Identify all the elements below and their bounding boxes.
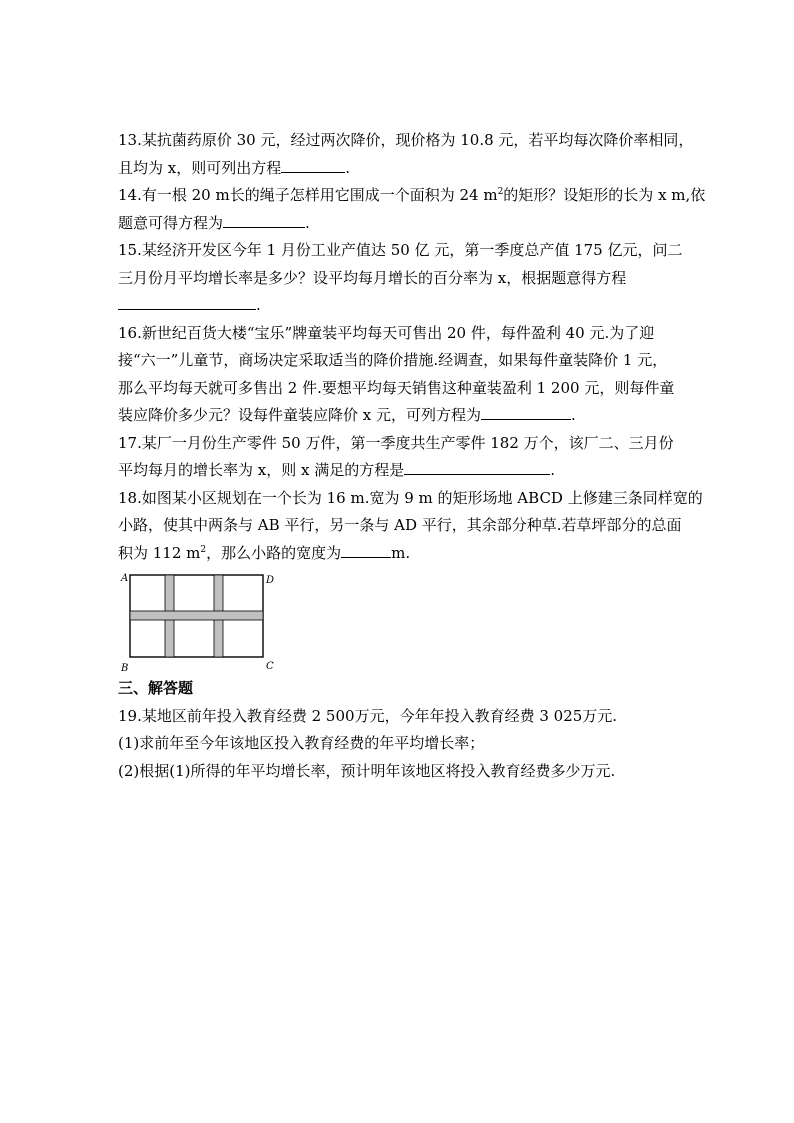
q16-tail: . [571,406,576,424]
label-d: D [266,575,275,586]
q16-answer-blank[interactable] [481,404,571,420]
q17-line-1: 17.某厂一月份生产零件 50 万件，第一季度共生产零件 182 万个，该厂二、三月份 [118,433,674,452]
label-a: A [121,573,129,584]
q17-line-2: 平均每月的增长率为 x，则 x 满足的方程是 [118,461,405,479]
section-title: 三、解答题 [118,679,194,697]
q17-answer-blank[interactable] [404,459,550,475]
q15-line-1: 15.某经济开发区今年 1 月份工业产值达 50 亿 元，第一季度总产值 175 亿元，问二 [118,241,683,259]
q16-line-3: 那么平均每天就可多售出 2 件.要想平均每天销售这种童装盈利 1 200 元，则每件童 [118,378,675,397]
question-13 [118,127,698,182]
q15-answer-blank[interactable] [118,294,256,310]
question-16 [118,320,698,430]
q13-tail: . [345,158,351,177]
question-17 [118,430,698,485]
q18-answer-blank[interactable] [341,542,391,558]
question-19 [118,703,698,786]
q14-line-1b: 的矩形？设矩形的长为 x m,依 [503,186,706,204]
q14-superscript: 2 [497,187,504,197]
q18-line-3b: ，那么小路的宽度为 [206,543,342,562]
label-c: C [266,661,274,672]
q18-superscript: 2 [200,544,207,555]
question-14 [118,182,706,237]
q14-line-2: 题意可得方程为 [118,213,224,232]
q17-tail: . [550,461,556,479]
q18-line-3: 积为 112 m [118,543,201,562]
q19-part-1: (1)求前年至今年该地区投入教育经费的年平均增长率； [118,734,485,752]
q18-line-1: 18.如图某小区规划在一个长为 16 m.宽为 9 m 的矩形场地 ABCD 上修建三条同样宽的 [118,488,703,507]
horizontal-path [130,611,263,620]
q19-part-2: (2)根据(1)所得的年平均增长率，预计明年该地区将投入教育经费多少万元. [118,761,616,780]
q13-line-1: 13.某抗菌药原价 30 元，经过两次降价，现价格为 10.8 元，若平均每次降价率相同， [118,131,694,149]
q15-line-2: 三月份月平均增长率是多少？设平均每月增长的百分率为 x，根据题意得方程 [118,268,627,287]
q14-tail: . [305,213,310,232]
question-15 [118,237,698,320]
q13-line-2: 且均为 x，则可列出方程 [118,158,282,177]
q16-line-2: 接“六一”儿童节，商场决定采取适当的降价措施.经调查，如果每件童装降价 1 元， [118,351,668,369]
q14-answer-blank[interactable] [223,212,305,228]
question-content [118,127,706,785]
field-diagram [118,569,288,669]
q18-line-2: 小路，使其中两条与 AB 平行，另一条与 AD 平行，其余部分种草.若草坪部分的总面 [118,516,682,534]
label-b: B [121,663,129,674]
q15-tail: . [256,296,261,314]
question-18 [118,485,703,568]
q16-line-4: 装应降价多少元？设每件童装应降价 x 元，可列方程为 [118,406,481,424]
q16-line-1: 16.新世纪百货大楼“宝乐”牌童装平均每天可售出 20 件，每件盈利 40 元.为了迎 [118,323,655,342]
q19-stem: 19.某地区前年投入教育经费 2 500万元，今年年投入教育经费 3 025万元. [118,706,618,725]
rectangle-field-figure [118,569,288,674]
q18-unit: m. [391,543,411,562]
q14-line-1: 14.有一根 20 m长的绳子怎样用它围成一个面积为 24 m [118,186,498,204]
q13-answer-blank[interactable] [281,157,345,173]
